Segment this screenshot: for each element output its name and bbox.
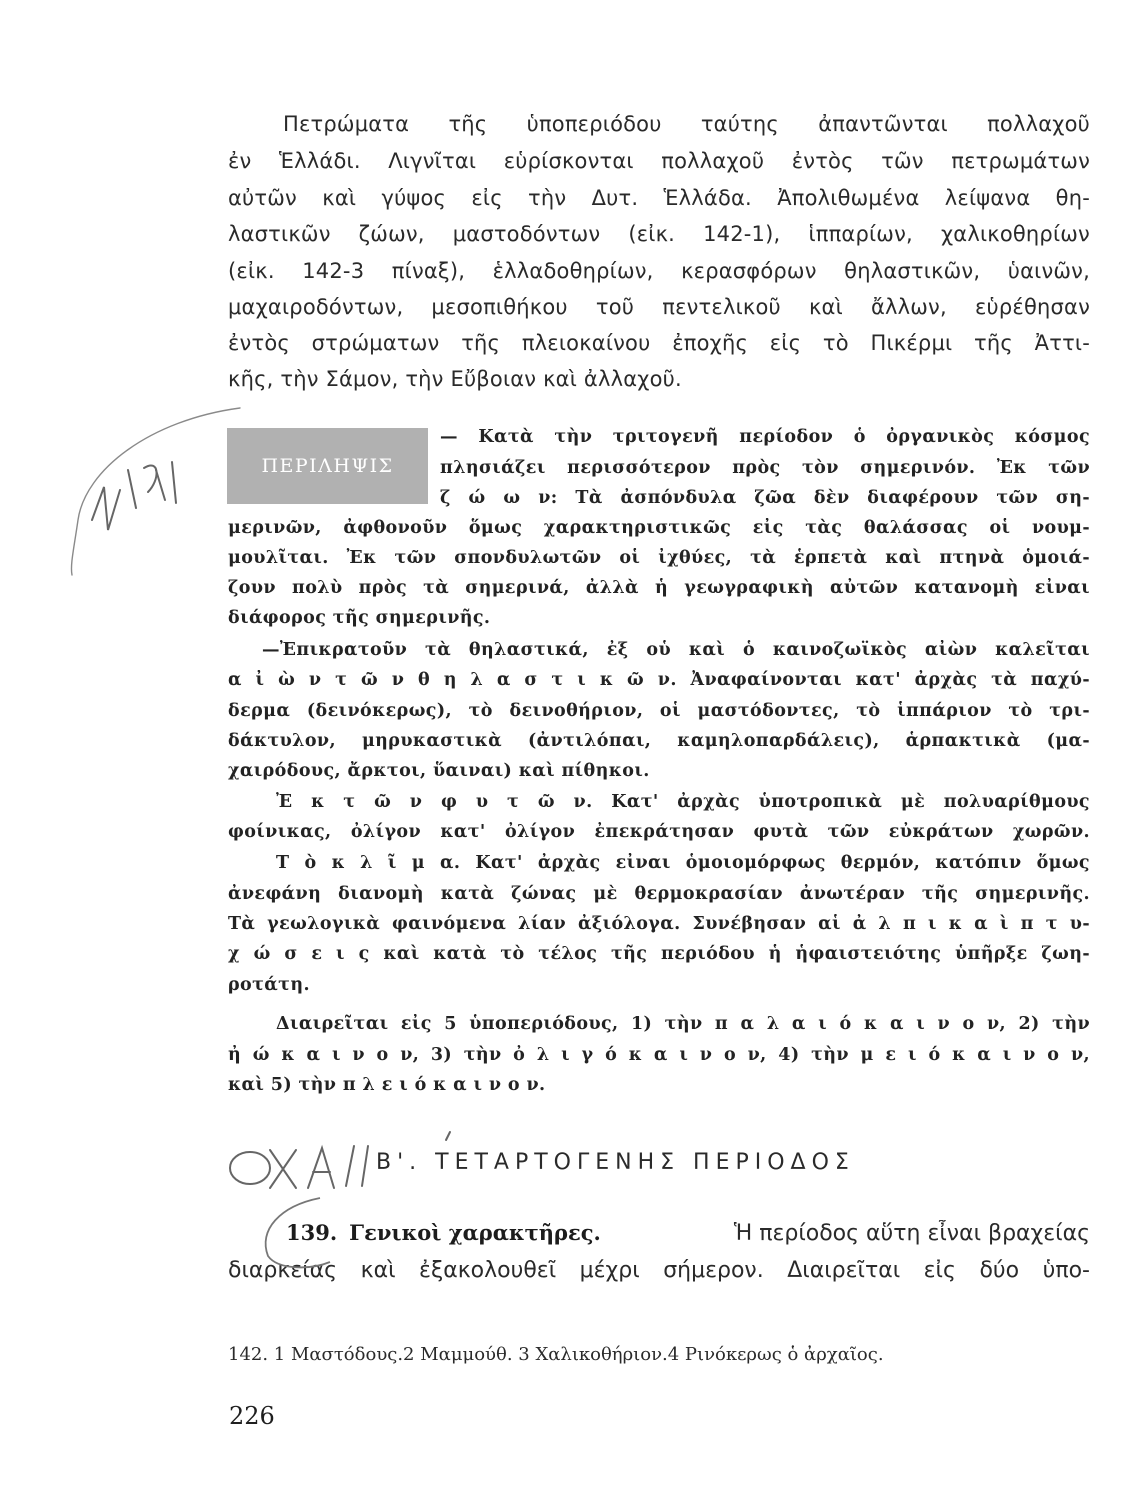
text-line: ροτάτη. (228, 975, 310, 995)
text-line: Τὰ γεωλογικὰ φαινόμενα λίαν ἀξιόλογα. Συνέβησαν αἱ ἀ λ π ι κ α ὶ π τ υ- (228, 914, 1090, 934)
text-line: ἀνεφάνη διανομὴ κατὰ ζώνας μὲ θερμοκρασίαν ἀνωτέραν τῆς σημερινῆς. (228, 884, 1090, 904)
text-line: χ ώ σ ε ι ς καὶ κατὰ τὸ τέλος τῆς περιόδου ἡ ἡφαιστειότης ὑπῆρξε ζωη- (228, 944, 1090, 964)
summary-badge-label: ΠΕΡΙΛΗΨΙΣ (261, 455, 394, 477)
text-line: κῆς, τὴν Σάμον, τὴν Εὔβοιαν καὶ ἀλλαχοῦ. (228, 367, 682, 391)
text-line: ζουν πολὺ πρὸς τὰ σημερινά, ἀλλὰ ἡ γεωγραφικὴ αὐτῶν κατανομὴ εἶναι (228, 578, 1090, 598)
summary-badge (227, 428, 428, 504)
text-line: διάφορος τῆς σημερινῆς. (228, 608, 491, 628)
text-line: μερινῶν, ἀφθονοῦν ὅμως χαρακτηριστικῶς εἰς τὰς θαλάσσας οἱ νουμ- (228, 518, 1090, 538)
text-line: αὐτῶν καὶ γύψος εἰς τὴν Δυτ. Ἑλλάδα. Ἀπολιθωμένα λείψανα θη- (228, 186, 1090, 210)
section-text: Ἡ περίοδος αὕτη εἶναι βραχείας (733, 1221, 1090, 1246)
text-line: λαστικῶν ζώων, μαστοδόντων (εἰκ. 142-1), ἱππαρίων, χαλικοθηρίων (228, 222, 1090, 246)
section-title: Β'. ΤΕΤΑΡΤΟΓΕΝΗΣ ΠΕΡΙΟΔΟΣ (376, 1150, 855, 1175)
text-line: —Ἐπικρατοῦν τὰ θηλαστικά, ἐξ οὗ καὶ ὁ καινοζωϊκὸς αἰὼν καλεῖται (262, 640, 1090, 660)
text-line: ἐντὸς στρώματων τῆς πλειοκαίνου ἐποχῆς εἰς τὸ Πικέρμι τῆς Ἀττι- (228, 331, 1090, 355)
text-line: ἐν Ἑλλάδι. Λιγνῖται εὑρίσκονται πολλαχοῦ ἐντὸς τῶν πετρωμάτων (228, 149, 1090, 173)
text-line: δάκτυλον, μηρυκαστικὰ (ἀντιλόπαι, καμηλοπαρδάλεις), ἁρπακτικὰ (μα- (228, 731, 1090, 751)
text-line: ἠ ώ κ α ι ν ο ν, 3) τὴν ὀ λ ι γ ό κ α ι ν ο ν, 4) τὴν μ ε ι ό κ α ι ν ο ν, (228, 1045, 1090, 1065)
text-line: δερμα (δεινόκερως), τὸ δεινοθήριον, οἱ μαστόδοντες, τὸ ἱππάριον τὸ τρι- (228, 701, 1090, 721)
footnote: 142. 1 Μαστόδους.2 Μαμμούθ. 3 Χαλικοθήριον.4 Ρινόκερως ὁ ἀρχαῖος. (228, 1344, 884, 1365)
text-line: μαχαιροδόντων, μεσοπιθήκου τοῦ πεντελικοῦ καὶ ἄλλων, εὑρέθησαν (228, 295, 1090, 319)
text-line: (εἰκ. 142-3 πίναξ), ἑλλαδοθηρίων, κερασφόρων θηλαστικῶν, ὑαινῶν, (228, 259, 1090, 283)
text-line: Πετρώματα τῆς ὑποπεριόδου ταύτης ἀπαντῶνται πολλαχοῦ (283, 112, 1090, 136)
text-line: χαιρόδους, ἄρκτοι, ὕαιναι) καὶ πίθηκοι. (228, 761, 650, 781)
section-number: 139. (286, 1220, 338, 1245)
text-line: ζ ώ ω ν: Τὰ ἀσπόνδυλα ζῶα δὲν διαφέρουν τῶν ση- (440, 488, 1090, 508)
text-line: καὶ 5) τὴν π λ ε ι ό κ α ι ν ο ν. (228, 1075, 546, 1095)
text-line: Ἐ κ τ ῶ ν φ υ τ ῶ ν. Κατ' ἀρχὰς ὑποτροπικὰ μὲ πολυαρίθμους (276, 792, 1090, 812)
text-line: Διαιρεῖται εἰς 5 ὑποπεριόδους, 1) τὴν π α λ α ι ό κ α ι ν ο ν, 2) τὴν (276, 1014, 1090, 1034)
text-line: μουλῖται. Ἐκ τῶν σπονδυλωτῶν οἱ ἰχθύες, τὰ ἑρπετὰ καὶ πτηνὰ ὁμοιά- (228, 548, 1090, 568)
text-line (286, 1220, 1090, 1246)
text-line: διαρκείας καὶ ἐξακολουθεῖ μέχρι σήμερον. Διαιρεῖται εἰς δύο ὑπο- (228, 1258, 1090, 1283)
text-line: φοίνικας, ὀλίγον κατ' ὀλίγον ἐπεκράτησαν φυτὰ τῶν εὐκράτων χωρῶν. (228, 822, 1090, 842)
text-line: Τ ὸ κ λ ῖ μ α. Κατ' ἀρχὰς εἶναι ὁμοιομόρφως θερμόν, κατόπιν ὅμως (276, 853, 1090, 873)
text-line: πλησιάζει περισσότερον πρὸς τὸν σημερινόν. Ἐκ τῶν (440, 458, 1090, 478)
page-number: 226 (229, 1402, 275, 1430)
text-line: — Κατὰ τὴν τριτογενῆ περίοδον ὁ ὀργανικὸς κόσμος (440, 427, 1090, 447)
text-line: α ἰ ὼ ν τ ῶ ν θ η λ α σ τ ι κ ῶ ν. Ἀναφαίνονται κατ' ἀρχὰς τὰ παχύ- (228, 670, 1090, 690)
margin-note-mark (71, 408, 240, 575)
section-heading: Γενικοὶ χαρακτῆρες. (349, 1220, 601, 1245)
